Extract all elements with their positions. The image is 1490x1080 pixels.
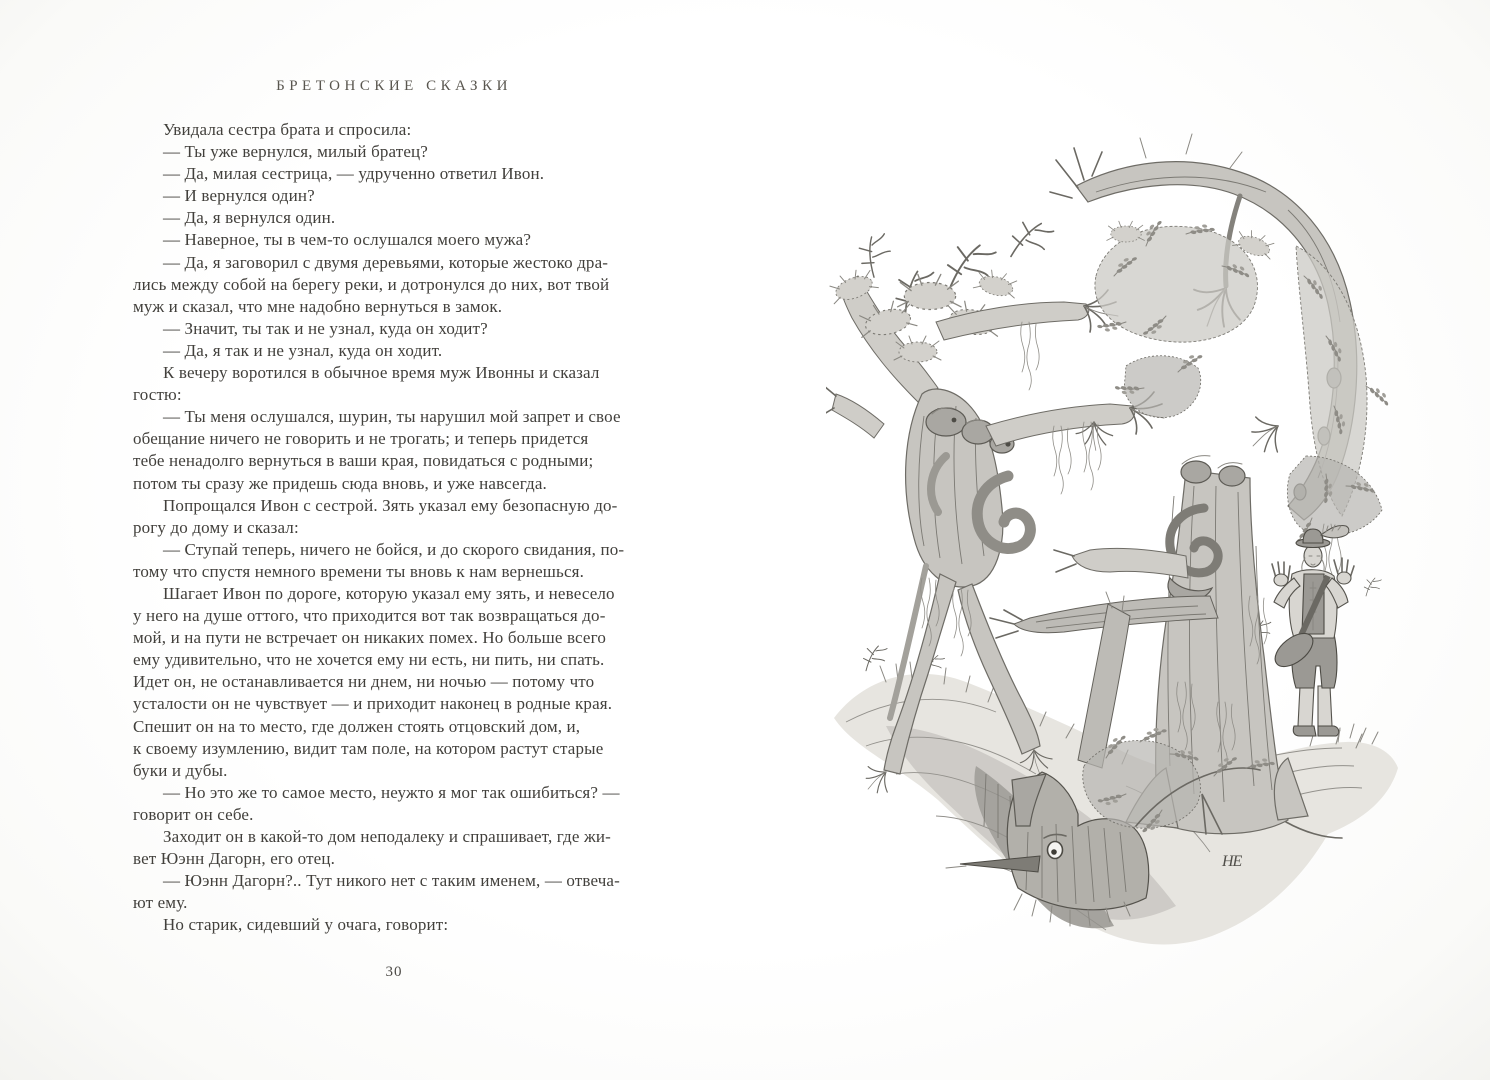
text-line: ему удивительно, что не хочется ему ни есть, ни пить, ни спать.	[133, 650, 605, 670]
text-line: — Ты меня ослушался, шурин, ты нарушил мой запрет и свое	[163, 407, 621, 427]
text-line: — И вернулся один?	[163, 186, 315, 206]
text-line: буки и дубы.	[133, 760, 228, 780]
text-line: Идет он, не останавливается ни днем, ни ночью — потому что	[133, 672, 595, 692]
text-line: — Да, милая сестрица, — удрученно ответил Ивон.	[163, 164, 545, 184]
artist-monogram: НЕ	[1222, 853, 1242, 870]
illustration-svg	[826, 126, 1408, 958]
text-line: — Наверное, ты в чем-то ослушался моего мужа?	[163, 230, 532, 250]
text-line: вет Юэнн Дагорн, его отец.	[133, 849, 335, 869]
text-line: — Да, я так и не узнал, куда он ходит.	[163, 340, 443, 360]
text-line: — Да, я вернулся один.	[163, 208, 336, 228]
text-line: тому что спустя немного времени ты вновь к нам вернешься.	[133, 561, 585, 581]
text-line: усталости он не чувствует — и приходит наконец в родные края.	[133, 694, 613, 714]
dry-sapling	[1364, 578, 1381, 596]
text-line: гостю:	[133, 385, 182, 405]
text-line: говорит он себе.	[133, 804, 254, 824]
grass-blades	[1338, 724, 1378, 744]
text-line: обещание ничего не говорить и не трогать; и теперь придется	[133, 429, 589, 449]
text-line: — Ступай теперь, ничего не бойся, и до скорого свидания, по-	[163, 539, 625, 559]
page-number: 30	[385, 964, 403, 980]
running-header: БРЕТОНСКИЕ СКАЗКИ	[276, 78, 512, 94]
text-line: — Юэнн Дагорн?.. Тут никого нет с таким именем, — отвеча-	[163, 871, 620, 891]
text-line: Увидала сестра брата и спросила:	[163, 120, 412, 139]
text-line: мой, и на пути не встречает он никаких помех. Но больше всего	[133, 628, 606, 648]
text-line: лись между собой на берегу реки, и дотронулся до них, вот твой	[133, 274, 610, 294]
text-line: — Но это же то самое место, неужто я мог так ошибиться? —	[163, 782, 620, 802]
text-line: Шагает Ивон по дороге, которую указал ему зять, и невесело	[163, 583, 615, 603]
dry-sapling	[864, 646, 888, 671]
text-line: тебе ненадолго вернуться в ваши края, повидаться с родными;	[133, 451, 594, 471]
text-line: — Значит, ты так и не узнал, куда он ходит?	[163, 318, 488, 338]
text-line: у него на душе оттого, что приходится вот так возвращаться до-	[133, 606, 606, 626]
text-line: потом ты сразу же придешь сюда вновь, и уже навсегда.	[133, 473, 547, 493]
text-line: рогу до дому и сказал:	[133, 517, 299, 537]
story-text	[133, 119, 661, 936]
text-line: Заходит он в какой-то дом неподалеку и спрашивает, где жи-	[163, 827, 611, 846]
text-line: Попрощался Ивон с сестрой. Зять указал ему безопасную до-	[163, 495, 618, 515]
text-line: ют ему.	[133, 893, 188, 913]
text-line: Спешит он на то место, где должен стоять отцовский дом, и,	[133, 716, 581, 736]
text-line: — Да, я заговорил с двумя деревьями, которые жестоко дра-	[163, 252, 609, 272]
text-line: — Ты уже вернулся, милый братец?	[163, 142, 429, 162]
text-line: Но старик, сидевший у очага, говорит:	[163, 915, 449, 935]
text-line: муж и сказал, что мне надобно вернуться в замок.	[133, 296, 503, 316]
text-line: К вечеру воротился в обычное время муж Ивонны и сказал	[163, 363, 600, 383]
text-line: к своему изумлению, видит там поле, на котором растут старые	[133, 738, 604, 758]
illustration-fighting-trees	[826, 126, 1408, 958]
